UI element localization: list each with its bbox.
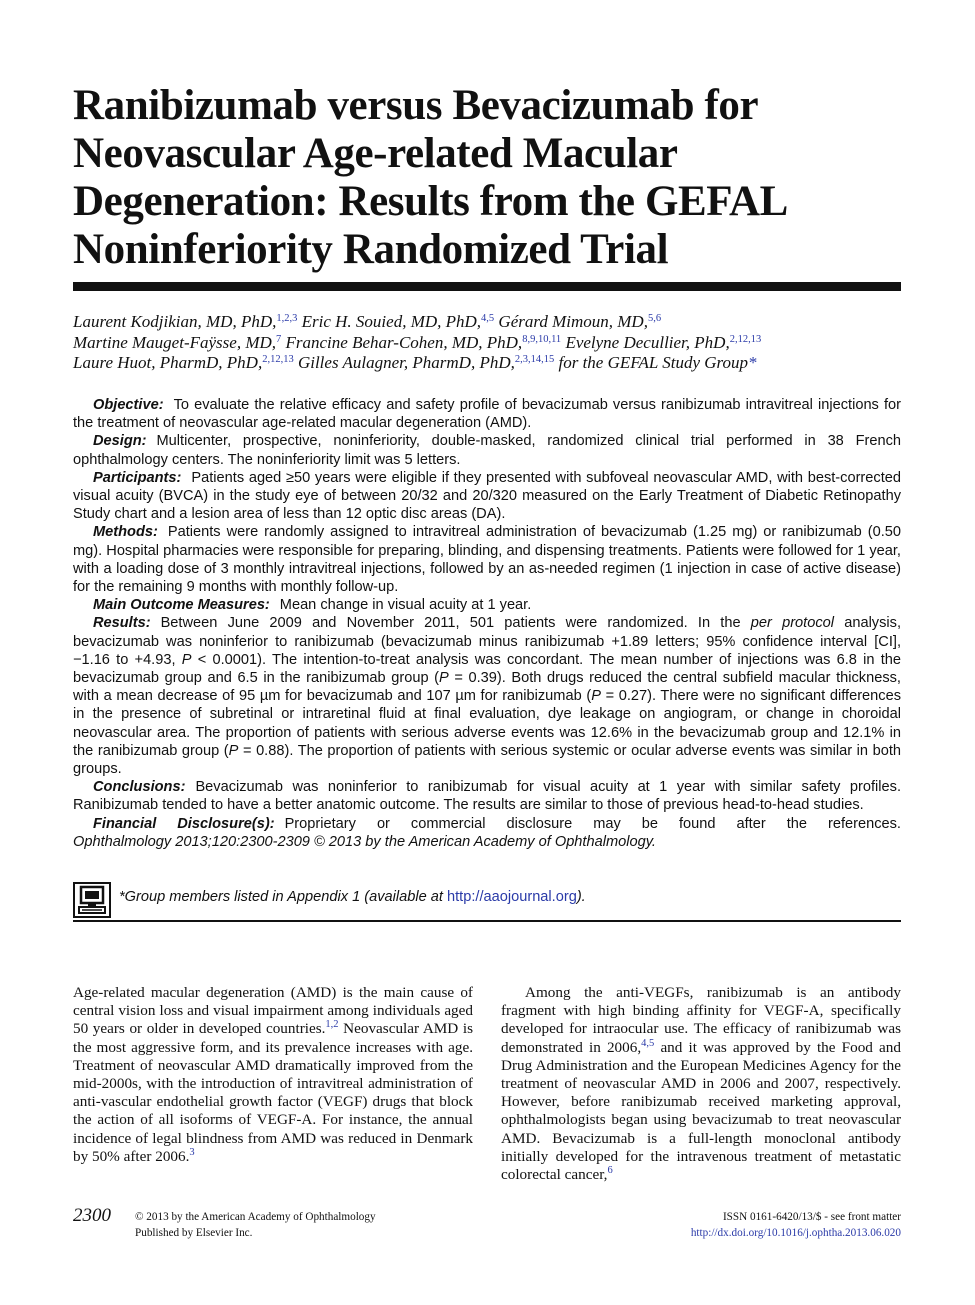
author-name: Laurent Kodjikian, MD, PhD, bbox=[73, 312, 277, 331]
results-label: Results: bbox=[93, 615, 151, 632]
author-name: Gérard Mimoun, MD, bbox=[498, 312, 648, 331]
abstract-results bbox=[73, 614, 901, 778]
results-text: Between June 2009 and November 2011, 501 patients were randomized. In the bbox=[160, 615, 741, 632]
note-divider bbox=[73, 920, 901, 922]
author-affiliation[interactable]: 2,3,14,15 bbox=[514, 354, 555, 365]
body-text: Age-related macular degeneration (AMD) is the main cause of central vision loss and visual impairment among individuals aged 50 years or older in developed countries. bbox=[73, 984, 473, 1038]
issn: ISSN 0161-6420/13/$ - see front matter bbox=[722, 1211, 901, 1223]
body-column-left bbox=[73, 984, 473, 1166]
body-text: Among the anti-VEGFs, ranibizumab is an antibody fragment with high binding affinity for VEGF-A, specifically developed for intraocular use. The efficacy of ranibizumab was demonstrated in 2006, bbox=[501, 984, 901, 1056]
abstract-conclusions bbox=[73, 778, 901, 814]
citation-ref[interactable]: 1,2 bbox=[325, 1019, 339, 1031]
title-line-1: Ranibizumab versus Bevacizumab for bbox=[73, 82, 759, 129]
group-note-text bbox=[119, 889, 586, 905]
author-line bbox=[73, 333, 913, 354]
copyright-line: © 2013 by the American Academy of Ophthalmology bbox=[135, 1211, 376, 1223]
page-number: 2300 bbox=[73, 1205, 111, 1226]
p-symbol: P bbox=[228, 742, 239, 759]
body-text: and it was approved by the Food and Drug Administration and the European Medicines Agency for the treatment of neovascular AMD in 2006 and 2007, respectively. However, before ranibizumab received marketing approval, ophthalmologists began using bevacizumab to treat neovascular AMD. Bevacizumab is a full-length monoclonal antibody initially developed for the intravenous treatment of metastatic colorectal cancer, bbox=[501, 1038, 901, 1184]
author-line bbox=[73, 353, 913, 374]
author-name: Gilles Aulagner, PharmD, PhD, bbox=[297, 353, 515, 372]
group-note-suffix: ). bbox=[576, 889, 586, 905]
outcome-text: Mean change in visual acuity at 1 year. bbox=[279, 597, 532, 614]
title-line-3: Degeneration: Results from the GEFAL bbox=[73, 178, 788, 225]
p-symbol: P bbox=[591, 688, 601, 705]
author-affiliation[interactable]: 2,12,13 bbox=[729, 333, 762, 345]
results-text: = 0.27). There were no significant differences in the presence of subretinal or intraretinal fluid at final evaluation, dye leakage on angiogram, or change in choroidal neovascular area. The proportion of patients with serious adverse events was 12.6% in the bevacizumab group and 12.1% in the ranibizumab group ( bbox=[73, 688, 901, 759]
methods-label: Methods: bbox=[93, 524, 158, 541]
copyright bbox=[135, 1210, 376, 1241]
author-list bbox=[73, 312, 913, 374]
author-name: Evelyne Decullier, PhD, bbox=[565, 332, 730, 352]
results-text: analysis, bevacizumab was noninferior to ranibizumab (bevacizumab minus ranibizumab +1.89 letters; 95% confidence interval [CI], −1.16 to +4.93, bbox=[73, 615, 901, 668]
design-label: Design: bbox=[93, 433, 147, 450]
conclusions-text: Bevacizumab was noninferior to ranibizumab for visual acuity at 1 year with similar safety profiles. Ranibizumab tended to have a better anatomic outcome. The results are similar to those of previous head-to-head studies. bbox=[73, 779, 901, 814]
article-title bbox=[73, 82, 913, 274]
author-affiliation[interactable]: 1,2,3 bbox=[276, 313, 298, 324]
abstract-outcome bbox=[73, 596, 901, 614]
body-paragraph bbox=[73, 984, 473, 1166]
author-affiliation[interactable]: 4,5 bbox=[481, 313, 495, 324]
disclosure-text: Proprietary or commercial disclosure may be found after the references. bbox=[284, 815, 901, 832]
title-line-2: Neovascular Age-related Macular bbox=[73, 130, 678, 177]
abstract-participants bbox=[73, 469, 901, 524]
abstract bbox=[73, 396, 901, 851]
author-affiliation[interactable]: 7 bbox=[276, 333, 282, 345]
objective-label: Objective: bbox=[93, 397, 164, 413]
author-name: Francine Behar-Cohen, MD, PhD, bbox=[285, 332, 523, 352]
doi-link[interactable]: http://dx.doi.org/10.1016/j.ophtha.2013.06.020 bbox=[690, 1226, 901, 1239]
citation: Ophthalmology 2013;120:2300-2309 © 2013 by the American Academy of Ophthalmology. bbox=[73, 833, 656, 850]
citation-ref[interactable]: 6 bbox=[607, 1165, 613, 1177]
abstract-methods bbox=[73, 523, 901, 596]
results-text: = 0.88). The proportion of patients with serious systemic or ocular adverse events was similar in both groups. bbox=[73, 742, 901, 778]
citation-ref[interactable]: 3 bbox=[189, 1146, 195, 1158]
results-text: < 0.0001). The intention-to-treat analysis was concordant. The mean number of injections was 6.8 in the bevacizumab group and 6.5 in the ranibizumab group ( bbox=[73, 651, 902, 687]
design-text: Multicenter, prospective, noninferiority, double-masked, randomized clinical trial performed in 38 French ophthalmology centers. The noninferiority limit was 5 letters. bbox=[73, 433, 901, 468]
author-name: Martine Mauget-Faÿsse, MD, bbox=[73, 332, 277, 352]
study-group-star[interactable]: * bbox=[748, 353, 757, 372]
publisher-line: Published by Elsevier Inc. bbox=[135, 1226, 253, 1239]
participants-label: Participants: bbox=[93, 469, 182, 486]
p-symbol: P bbox=[181, 651, 192, 668]
author-affiliation[interactable]: 2,12,13 bbox=[262, 354, 294, 365]
objective-text: To evaluate the relative efficacy and safety profile of bevacizumab versus ranibizumab intravitreal injections for the treatment of neovascular age-related macular degeneration (AMD). bbox=[73, 397, 901, 432]
group-note-prefix: *Group members listed in Appendix 1 (available at bbox=[119, 889, 443, 905]
conclusions-label: Conclusions: bbox=[93, 779, 186, 796]
page-footer bbox=[73, 1205, 901, 1245]
results-text: = 0.39). Both drugs reduced the central subfield macular thickness, with a mean decrease of 95 µm for bevacizumab and 107 µm for ranibizumab ( bbox=[73, 670, 901, 705]
author-line bbox=[73, 312, 913, 333]
disclosure-label: Financial Disclosure(s): bbox=[93, 815, 275, 832]
participants-text: Patients aged ≥50 years were eligible if they presented with subfoveal neovascular AMD, with best-corrected visual acuity (BVCA) in the study eye of between 20/32 and 20/320 measured on the Early Treatment of Diabetic Retinopathy Study chart and a lesion area of less than 12 optic disc areas (DA). bbox=[73, 469, 901, 523]
title-line-4: Noninferiority Randomized Trial bbox=[73, 226, 669, 273]
appendix-link[interactable]: http://aaojournal.org bbox=[447, 889, 577, 905]
study-group-name: for the GEFAL Study Group bbox=[558, 353, 749, 372]
abstract-objective bbox=[73, 396, 901, 432]
methods-text: Patients were randomly assigned to intravitreal administration of bevacizumab (1.25 mg) or ranibizumab (0.50 mg). Hospital pharmacies were responsible for preparing, blinding, and dispensing treatments. Patients were followed for 1 year, with a loading dose of 3 monthly intravitreal injections, followed by an as-needed regimen (1 injection in case of active disease) for the remaining 9 months with monthly follow-up. bbox=[73, 524, 901, 596]
body-text: Neovascular AMD is the most aggressive form, and its prevalence increases with age. Treatment of neovascular AMD dramatically improved from the mid-2000s, with the introduction of intravitreal administration of anti-vascular endothelial growth factor (VEGF) drugs that block the action of all isoforms of VEGF-A. For instance, the annual incidence of legal blindness from AMD was reduced in Denmark by 50% after 2006. bbox=[73, 1020, 473, 1165]
computer-icon bbox=[73, 882, 111, 918]
body-paragraph bbox=[501, 984, 901, 1184]
author-affiliation[interactable]: 5,6 bbox=[647, 313, 662, 324]
results-text: per protocol bbox=[750, 615, 835, 632]
outcome-label: Main Outcome Measures: bbox=[93, 597, 270, 614]
citation-ref[interactable]: 4,5 bbox=[641, 1037, 655, 1049]
abstract-design bbox=[73, 432, 901, 468]
author-name: Eric H. Souied, MD, PhD, bbox=[301, 312, 482, 331]
author-affiliation[interactable]: 8,9,10,11 bbox=[522, 333, 562, 345]
abstract-disclosure bbox=[73, 815, 901, 833]
group-note bbox=[73, 880, 901, 920]
title-rule bbox=[73, 282, 901, 291]
issn-block bbox=[691, 1210, 901, 1241]
body-column-right bbox=[501, 984, 901, 1184]
author-name: Laure Huot, PharmD, PhD, bbox=[73, 353, 263, 372]
p-symbol: P bbox=[439, 670, 449, 687]
